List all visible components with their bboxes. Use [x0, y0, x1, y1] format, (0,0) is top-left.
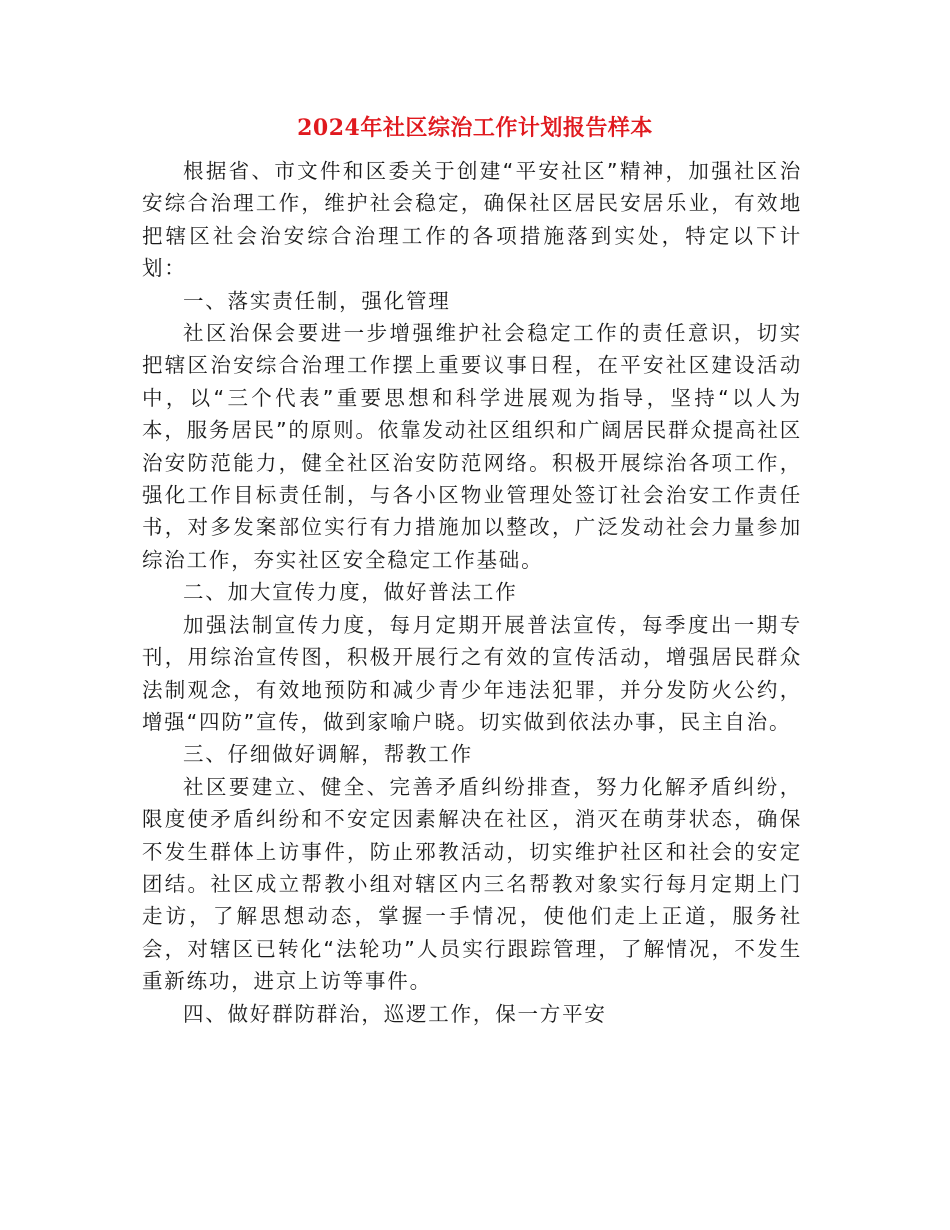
section-heading-4: 四、做好群防群治，巡逻工作，保一方平安 [183, 1001, 607, 1026]
intro-paragraph: 根据省、市文件和区委关于创建“平安社区”精神，加强社区治安综合治理工作，维护社会稳定，确保社区居民安居乐业，有效地把辖区社会治安综合治理工作的各项措施落到实处，特定以下计划： [142, 159, 802, 281]
section-heading-1: 一、落实责任制，强化管理 [183, 288, 451, 313]
section-heading-3: 三、仔细做好调解，帮教工作 [183, 742, 473, 767]
section-heading-2: 二、加大宣传力度，做好普法工作 [183, 580, 518, 605]
document-title: 2024年社区综治工作计划报告样本 [297, 115, 653, 141]
document-body [142, 155, 802, 1030]
section-paragraph-2: 加强法制宣传力度，每月定期开展普法宣传，每季度出一期专刊，用综治宣传图，积极开展行之有效的宣传活动，增强居民群众法制观念，有效地预防和减少青少年违法犯罪，并分发防火公约，增强“四防”宣传，做到家喻户晓。切实做到依法办事，民主自治。 [142, 612, 802, 734]
section-paragraph-3: 社区要建立、健全、完善矛盾纠纷排查，努力化解矛盾纠纷，限度使矛盾纠纷和不安定因素解决在社区，消灭在萌芽状态，确保不发生群体上访事件，防止邪教活动，切实维护社区和社会的安定团结。社区成立帮教小组对辖区内三名帮教对象实行每月定期上门走访，了解思想动态，掌握一手情况，使他们走上正道，服务社会，对辖区已转化“法轮功”人员实行跟踪管理，了解情况，不发生重新练功，进京上访等事件。 [142, 774, 802, 994]
section-paragraph-1: 社区治保会要进一步增强维护社会稳定工作的责任意识，切实把辖区治安综合治理工作摆上重要议事日程，在平安社区建设活动中，以“三个代表”重要思想和科学进展观为指导，坚持“以人为本，服务居民”的原则。依靠发动社区组织和广阔居民群众提高社区治安防范能力，健全社区治安防范网络。积极开展综治各项工作，强化工作目标责任制，与各小区物业管理处签订社会治安工作责任书，对多发案部位实行有力措施加以整改，广泛发动社会力量参加综治工作，夯实社区安全稳定工作基础。 [142, 321, 802, 572]
